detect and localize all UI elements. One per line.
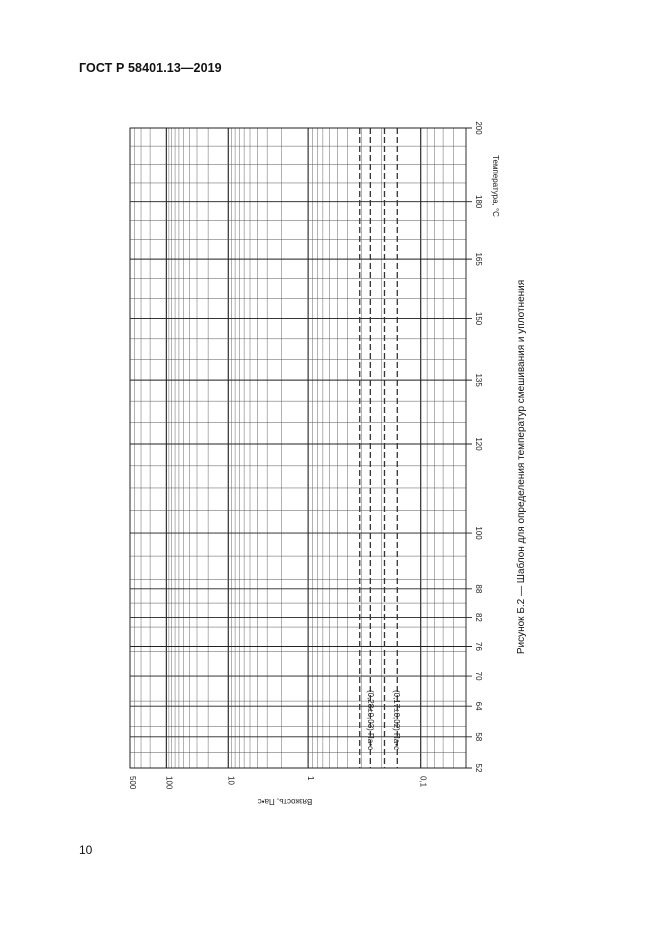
viscosity-tick-label: 1	[306, 776, 316, 781]
temperature-tick-label: 70	[474, 671, 483, 681]
figure-caption: Рисунок Б.2 — Шаблон для определения температур смешивания и уплотнения	[516, 279, 527, 655]
temperature-tick-label: 180	[474, 195, 483, 209]
viscosity-tick-label: 100	[164, 776, 174, 790]
viscosity-tick-label: 10	[226, 776, 236, 785]
temperature-tick-label: 52	[474, 763, 483, 773]
temperature-tick-label: 165	[474, 252, 483, 266]
temperature-tick-label: 100	[474, 526, 483, 540]
viscosity-tick-label: 500	[128, 776, 137, 790]
temperature-tick-label: 120	[474, 437, 483, 451]
temperature-tick-label: 150	[474, 311, 483, 326]
band-label: (0,28±0,03) Па•с	[366, 689, 376, 751]
y-axis-label: Вязкость, Па•с	[257, 797, 313, 806]
plot-frame	[130, 128, 466, 768]
viscosity-tick-label: 0,1	[418, 776, 428, 788]
viscosity-tick-labels	[128, 776, 428, 790]
page-number: 10	[79, 843, 93, 857]
temperature-tick-labels	[474, 121, 483, 773]
temperature-tick-label: 88	[474, 584, 483, 594]
temperature-tick-label: 200	[474, 121, 483, 135]
temperature-tick-label: 58	[474, 732, 483, 742]
temperature-tick-label: 82	[474, 612, 483, 622]
temperature-tick-label: 135	[474, 373, 483, 387]
document-header: ГОСТ Р 58401.13—2019	[79, 61, 222, 75]
temperature-tick-label: 76	[474, 642, 483, 651]
x-axis-label: Температура, °C	[491, 155, 500, 217]
band-label: (0,17±0,02) Па•с	[391, 689, 401, 751]
viscosity-grid	[130, 128, 466, 768]
temperature-tick-label: 64	[474, 701, 483, 711]
viscosity-bands	[360, 128, 401, 768]
